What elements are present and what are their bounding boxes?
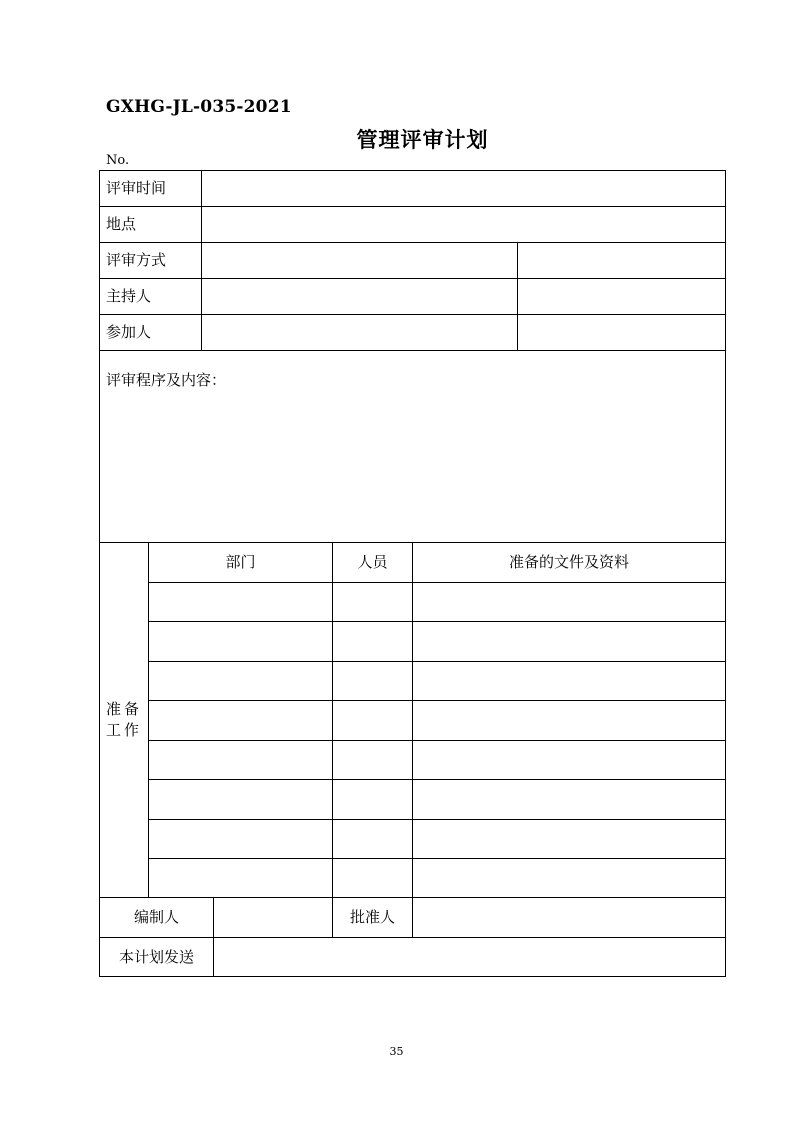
procedure-label: 评审程序及内容： — [106, 371, 227, 389]
participants-field[interactable] — [201, 314, 518, 351]
column-header-personnel: 人员 — [332, 542, 413, 583]
table-cell-personnel[interactable] — [332, 582, 413, 622]
number-label: No. — [106, 153, 130, 168]
distribution-field[interactable] — [213, 937, 726, 977]
table-cell-documents[interactable] — [412, 819, 726, 859]
approver-field[interactable] — [412, 897, 726, 938]
host-extra-field[interactable] — [517, 278, 726, 315]
review-method-field[interactable] — [201, 242, 518, 279]
review-time-label: 评审时间 — [99, 170, 202, 207]
table-cell-documents[interactable] — [412, 858, 726, 898]
compiler-label: 编制人 — [99, 897, 214, 938]
table-cell-documents[interactable] — [412, 621, 726, 662]
review-method-label: 评审方式 — [99, 242, 202, 279]
table-cell-department[interactable] — [148, 819, 333, 859]
compiler-field[interactable] — [213, 897, 333, 938]
preparation-section-label: 准备工作 — [99, 542, 149, 898]
host-label: 主持人 — [99, 278, 202, 315]
table-cell-documents[interactable] — [412, 700, 726, 741]
location-field[interactable] — [201, 206, 726, 243]
table-cell-personnel[interactable] — [332, 700, 413, 741]
table-cell-personnel[interactable] — [332, 779, 413, 820]
table-cell-personnel[interactable] — [332, 661, 413, 701]
table-cell-personnel[interactable] — [332, 819, 413, 859]
document-code: GXHG-JL-035-2021 — [106, 97, 292, 117]
column-header-documents: 准备的文件及资料 — [412, 542, 726, 583]
participants-label: 参加人 — [99, 314, 202, 351]
review-time-field[interactable] — [201, 170, 726, 207]
page-title: 管理评审计划 — [356, 127, 489, 152]
table-cell-documents[interactable] — [412, 779, 726, 820]
table-cell-personnel[interactable] — [332, 621, 413, 662]
table-cell-department[interactable] — [148, 661, 333, 701]
table-cell-department[interactable] — [148, 740, 333, 780]
table-cell-personnel[interactable] — [332, 740, 413, 780]
table-cell-personnel[interactable] — [332, 858, 413, 898]
table-cell-department[interactable] — [148, 779, 333, 820]
distribution-label: 本计划发送 — [99, 937, 214, 977]
location-label: 地点 — [99, 206, 202, 243]
page-number: 35 — [389, 1045, 404, 1058]
table-cell-department[interactable] — [148, 858, 333, 898]
table-cell-documents[interactable] — [412, 740, 726, 780]
procedure-content-area[interactable] — [99, 350, 726, 543]
participants-extra-field[interactable] — [517, 314, 726, 351]
table-cell-department[interactable] — [148, 582, 333, 622]
table-cell-documents[interactable] — [412, 661, 726, 701]
review-method-extra-field[interactable] — [517, 242, 726, 279]
approver-label: 批准人 — [332, 897, 413, 938]
column-header-department: 部门 — [148, 542, 333, 583]
table-cell-department[interactable] — [148, 621, 333, 662]
table-cell-documents[interactable] — [412, 582, 726, 622]
table-cell-department[interactable] — [148, 700, 333, 741]
host-field[interactable] — [201, 278, 518, 315]
